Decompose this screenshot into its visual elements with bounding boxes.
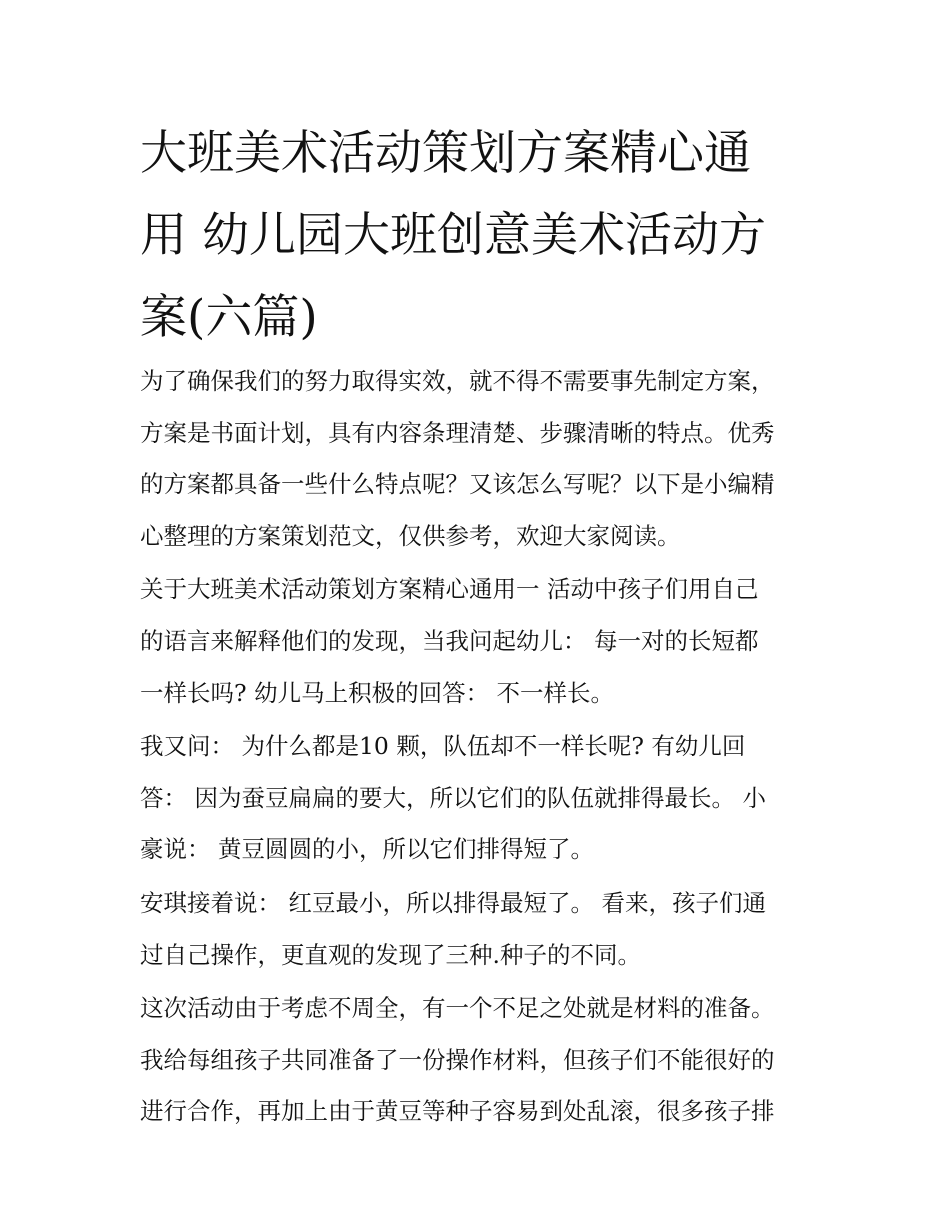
text-line: 过自己操作，更直观的发现了三种.种子的不同。 (140, 940, 641, 969)
text-line: 答： 因为蚕豆扁扁的要大，所以它们的队伍就排得最长。 小 (140, 783, 766, 812)
text-line: 一样长吗? 幼儿马上积极的回答： 不一样长。 (140, 678, 615, 707)
text-line: 豪说： 黄豆圆圆的小，所以它们排得短了。 (140, 835, 594, 864)
body-paragraph (140, 878, 820, 981)
body-paragraph (140, 564, 820, 719)
document-body (140, 356, 820, 1140)
text-line: 心整理的方案策划范文，仅供参考，欢迎大家阅读。 (140, 521, 681, 550)
intro-paragraph (140, 356, 820, 562)
text-line: 关于大班美术活动策划方案精心通用一 活动中孩子们用自己 (140, 575, 759, 604)
text-line: 方案是书面计划，具有内容条理清楚、步骤清晰的特点。优秀 (140, 418, 775, 447)
title-line: 大班美术活动策划方案精心通 (140, 126, 751, 181)
text-line: 的方案都具备一些什么特点呢？又该怎么写呢？以下是小编精 (140, 470, 775, 499)
text-line: 这次活动由于考虑不周全，有一个不足之处就是材料的准备。 (140, 994, 775, 1023)
title-line: 案(六篇) (140, 290, 318, 345)
text-line: 我给每组孩子共同准备了一份操作材料，但孩子们不能很好的 (140, 1045, 775, 1074)
body-paragraph (140, 721, 820, 876)
text-line: 安琪接着说： 红豆最小，所以排得最短了。 看来，孩子们通 (140, 888, 766, 917)
text-line: 的语言来解释他们的发现，当我问起幼儿： 每一对的长短都 (140, 626, 759, 655)
text-line: 为了确保我们的努力取得实效，就不得不需要事先制定方案， (140, 367, 775, 395)
text-line: 进行合作，再加上由于黄豆等种子容易到处乱滚，很多孩子排 (140, 1097, 775, 1126)
text-line: 我又问： 为什么都是10 颗，队伍却不一样长呢? 有幼儿回 (140, 732, 746, 761)
body-paragraph (140, 983, 820, 1138)
document-title (140, 113, 820, 359)
title-line: 用 幼儿园大班创意美术活动方 (140, 208, 766, 263)
